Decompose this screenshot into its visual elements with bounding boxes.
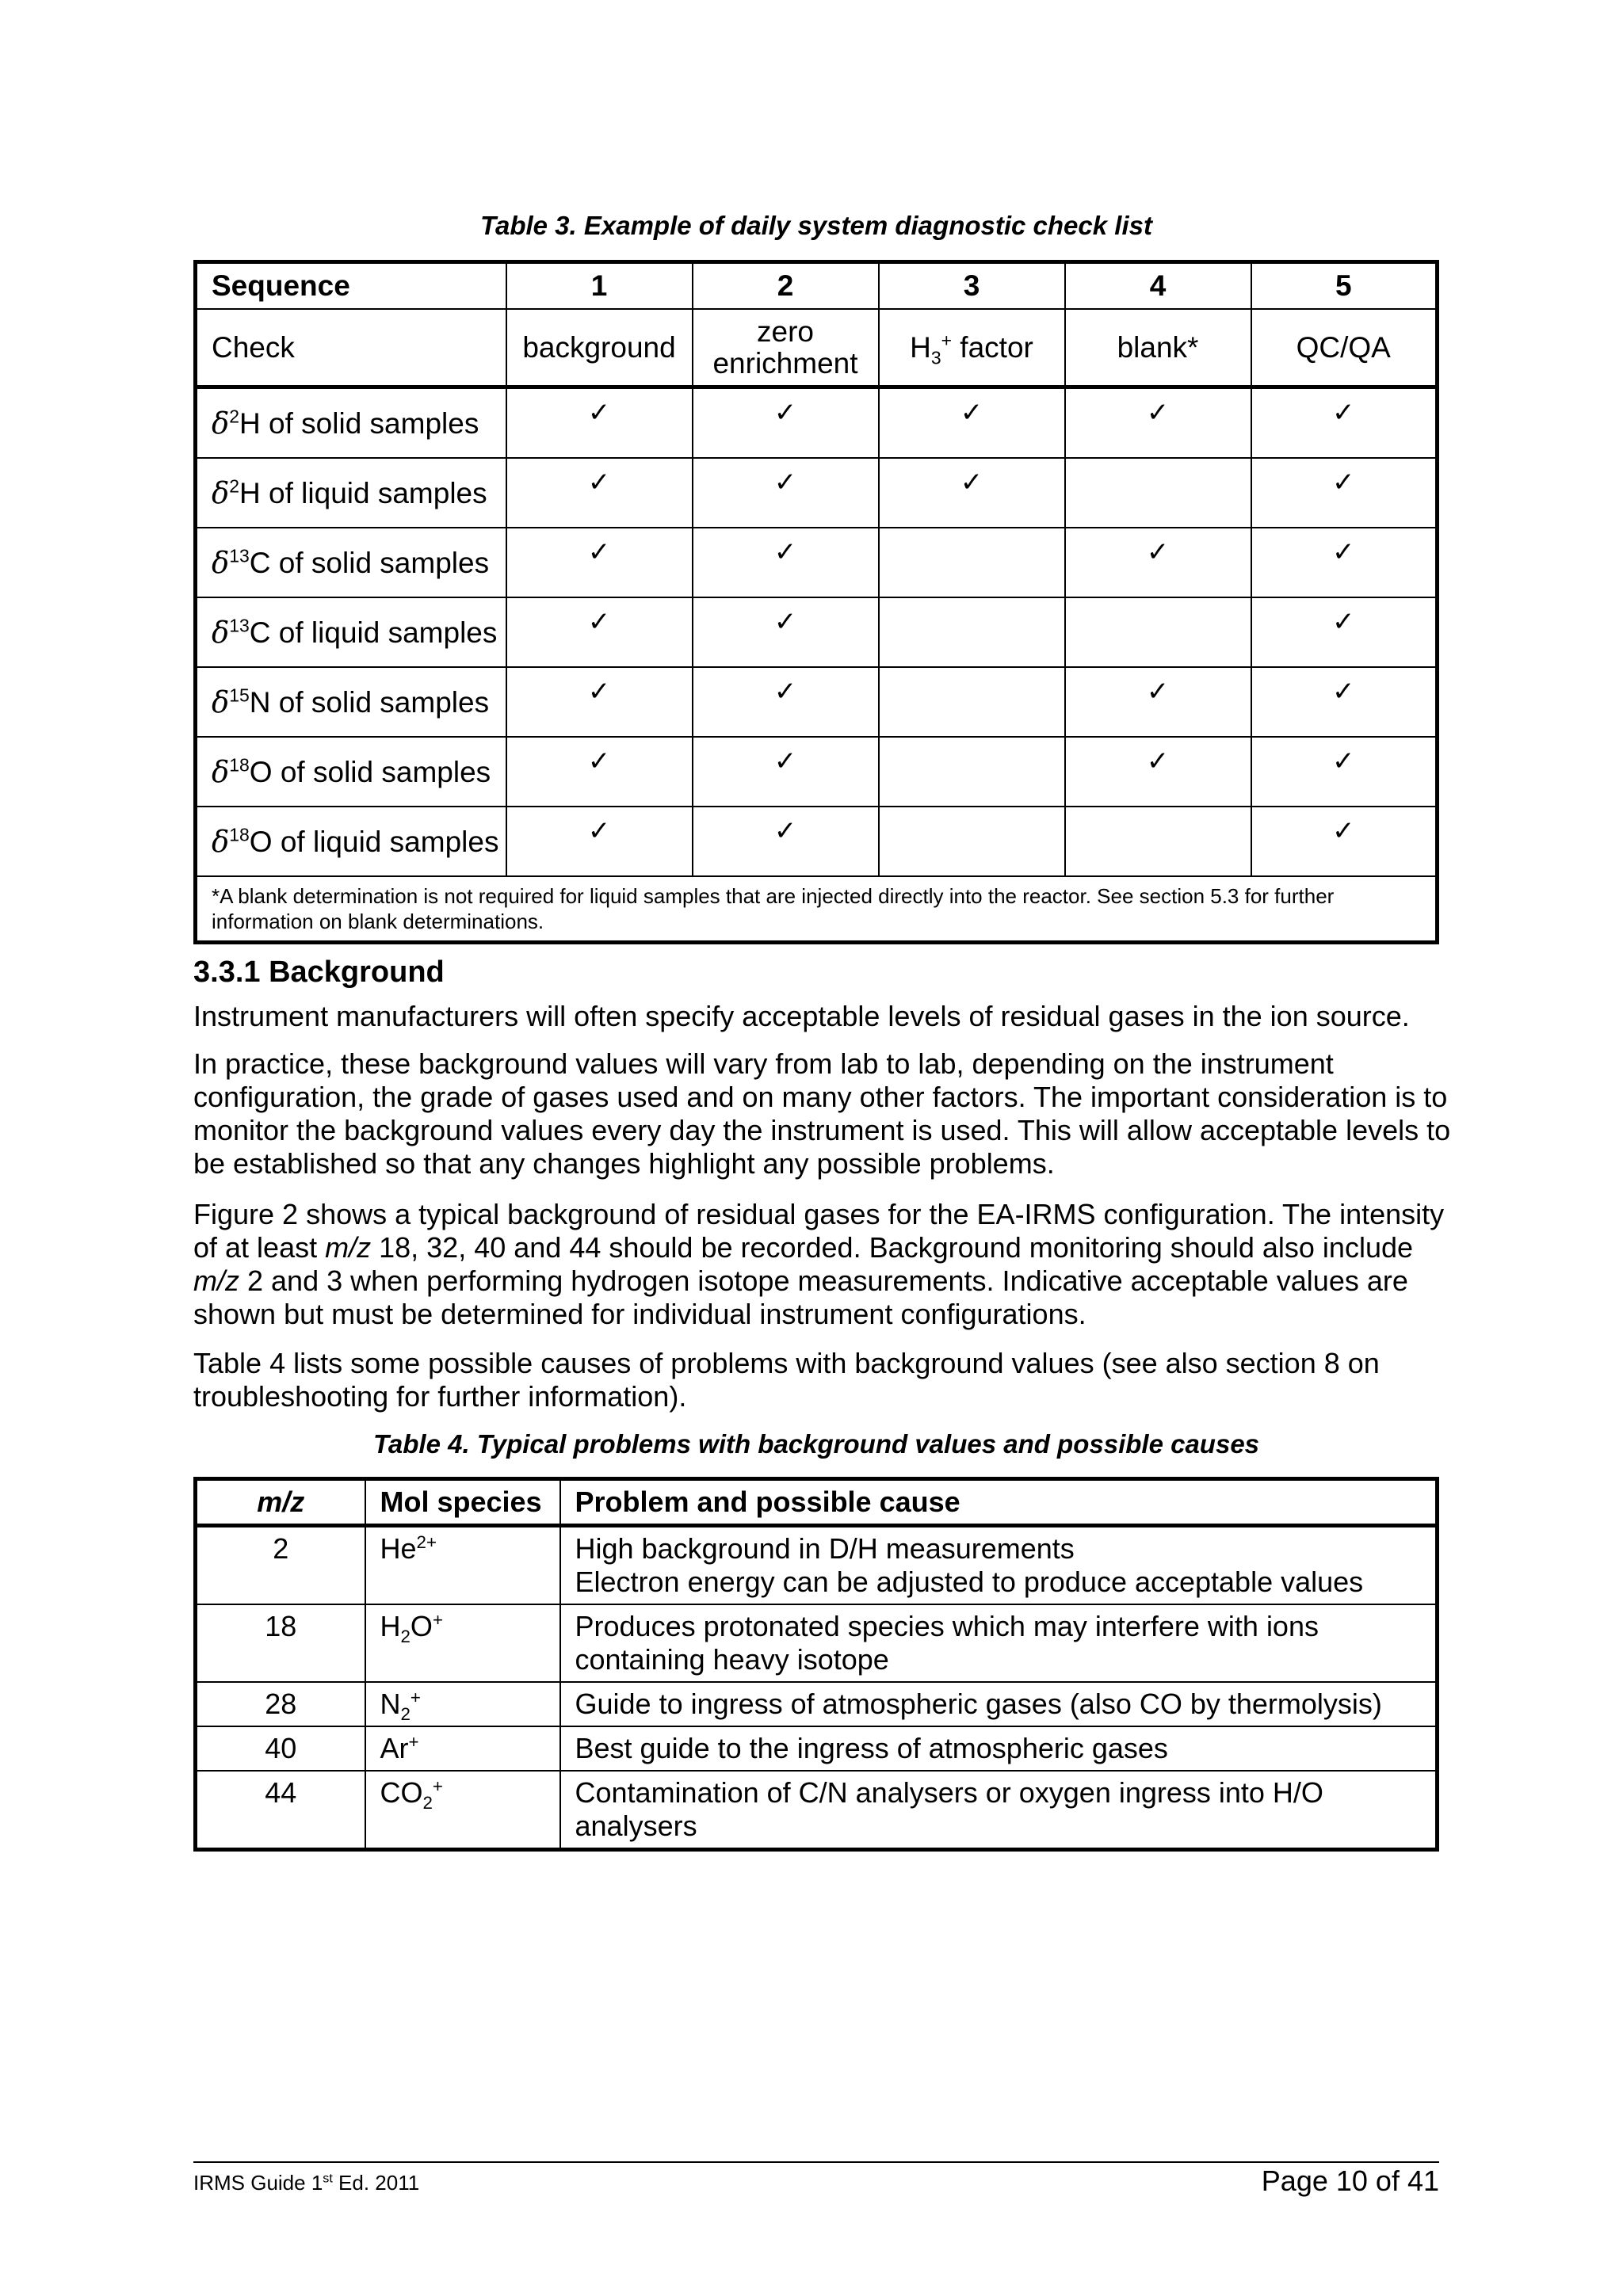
check-mark-icon: ✓ — [773, 537, 797, 567]
check-cell — [1251, 737, 1438, 807]
check-background: background — [506, 309, 693, 387]
sample-type: $\delta^{13}C$ of liquid samples — [196, 597, 506, 667]
check-mark-icon: ✓ — [960, 398, 983, 428]
check-zero-enrichment: zero enrichment — [693, 309, 879, 387]
mol-species: $H_2O^+$ — [365, 1604, 560, 1682]
check-mark-icon: ✓ — [587, 607, 611, 637]
sample-type: $\delta^2H$ of liquid samples — [196, 458, 506, 528]
check-mark-icon: ✓ — [773, 816, 797, 846]
check-cell — [506, 528, 693, 597]
check-cell — [506, 807, 693, 876]
table3-caption: Table 3. Example of daily system diagnostic check list — [480, 211, 1152, 240]
check-cell — [693, 807, 879, 876]
sample-type: $\delta^{18}O$ of liquid samples — [196, 807, 506, 876]
header-mz: m/z — [196, 1479, 365, 1526]
check-mark-icon: ✓ — [587, 467, 611, 498]
check-row — [196, 309, 1438, 387]
table3-row — [196, 528, 1438, 597]
paragraph-2: In practice, these background values will vary from lab to lab, depending on the instrument configuration, the grade of gases used and on many other factors. The important consideration is to monitor the background values every day the instrument is used. This will allow acceptable levels to be established so that any changes highlight any possible problems. — [193, 1047, 1451, 1180]
check-cell — [506, 458, 693, 528]
check-cell — [879, 597, 1065, 667]
check-mark-icon: ✓ — [1332, 398, 1355, 428]
check-mark-icon: ✓ — [1332, 467, 1355, 498]
check-cell — [1065, 458, 1251, 528]
mol-species: $N_2^+$ — [365, 1682, 560, 1726]
problem-cause: Produces protonated species which may interfere with ions containing heavy isotope — [560, 1604, 1438, 1682]
table3-row — [196, 737, 1438, 807]
check-mark-icon: ✓ — [1146, 537, 1170, 567]
check-cell — [1065, 737, 1251, 807]
check-cell — [1251, 458, 1438, 528]
check-cell — [879, 807, 1065, 876]
check-mark-icon: ✓ — [1332, 816, 1355, 846]
table3-row — [196, 387, 1438, 459]
check-cell — [693, 458, 879, 528]
sequence-1: 1 — [506, 262, 693, 310]
check-mark-icon: ✓ — [1332, 746, 1355, 776]
mz-value: 40 — [196, 1726, 365, 1771]
table3-row — [196, 597, 1438, 667]
check-mark-icon: ✓ — [1332, 677, 1355, 707]
check-mark-icon: ✓ — [587, 398, 611, 428]
table3-footnote-row — [196, 876, 1438, 943]
check-mark-icon: ✓ — [773, 607, 797, 637]
page-number: Page 10 of 41 — [1261, 2164, 1439, 2197]
check-label: Check — [196, 309, 506, 387]
check-cell — [1251, 387, 1438, 459]
sequence-row — [196, 262, 1438, 310]
check-mark-icon: ✓ — [773, 467, 797, 498]
table4-caption: Table 4. Typical problems with background values and possible causes — [372, 1429, 1260, 1459]
table4-header-row — [196, 1479, 1438, 1526]
check-mark-icon: ✓ — [773, 746, 797, 776]
footer-divider — [193, 2161, 1439, 2163]
mz-value: 2 — [196, 1526, 365, 1605]
check-mark-icon: ✓ — [587, 537, 611, 567]
check-cell — [1065, 807, 1251, 876]
check-cell — [1065, 387, 1251, 459]
footer-edition: IRMS Guide 1st Ed. 2011 — [193, 2171, 420, 2195]
table4-row — [196, 1771, 1438, 1850]
mol-species: $He^{2+}$ — [365, 1526, 560, 1605]
check-mark-icon: ✓ — [1332, 537, 1355, 567]
mol-species: Ar+ — [365, 1726, 560, 1771]
sequence-4: 4 — [1065, 262, 1251, 310]
sample-type: $\delta^2H$ of solid samples — [196, 387, 506, 459]
check-cell — [693, 737, 879, 807]
table3-row — [196, 458, 1438, 528]
check-blank: blank* — [1065, 309, 1251, 387]
diagnostic-check-table — [193, 260, 1439, 944]
check-mark-icon: ✓ — [960, 467, 983, 498]
sample-type: $\delta^{15}N$ of solid samples — [196, 667, 506, 737]
check-mark-icon: ✓ — [1146, 677, 1170, 707]
check-cell — [879, 667, 1065, 737]
check-cell — [693, 528, 879, 597]
problem-cause: Best guide to the ingress of atmospheric gases — [560, 1726, 1438, 1771]
table4-row — [196, 1604, 1438, 1682]
check-mark-icon: ✓ — [587, 677, 611, 707]
mz-value: 28 — [196, 1682, 365, 1726]
check-cell — [1065, 597, 1251, 667]
check-mark-icon: ✓ — [773, 398, 797, 428]
header-mol-species: Mol species — [365, 1479, 560, 1526]
paragraph-1: Instrument manufacturers will often specify acceptable levels of residual gases in the ion source. — [193, 1000, 1410, 1032]
sequence-2: 2 — [693, 262, 879, 310]
check-cell — [693, 387, 879, 459]
check-cell — [879, 737, 1065, 807]
check-cell — [879, 458, 1065, 528]
table4-row — [196, 1526, 1438, 1605]
header-problem: Problem and possible cause — [560, 1479, 1438, 1526]
check-qcqa: QC/QA — [1251, 309, 1438, 387]
problem-cause: High background in D/H measurements Electron energy can be adjusted to produce acceptable values — [560, 1526, 1438, 1605]
table3-footnote: *A blank determination is not required for liquid samples that are injected directly into the reactor. See section 5.3 for further information on blank determinations. — [196, 876, 1438, 943]
check-cell — [506, 387, 693, 459]
check-cell — [506, 597, 693, 667]
check-mark-icon: ✓ — [1146, 746, 1170, 776]
check-cell — [506, 667, 693, 737]
section-heading: 3.3.1 Background — [193, 955, 445, 989]
mol-species: $CO_2^+$ — [365, 1771, 560, 1850]
table4-row — [196, 1682, 1438, 1726]
background-problems-table — [193, 1477, 1439, 1852]
check-cell — [1065, 528, 1251, 597]
check-mark-icon: ✓ — [1146, 398, 1170, 428]
table3-row — [196, 807, 1438, 876]
check-cell — [693, 667, 879, 737]
problem-cause: Guide to ingress of atmospheric gases (also CO by thermolysis) — [560, 1682, 1438, 1726]
mz-value: 44 — [196, 1771, 365, 1850]
sequence-label: Sequence — [196, 262, 506, 310]
mz-value: 18 — [196, 1604, 365, 1682]
check-cell — [1251, 597, 1438, 667]
check-mark-icon: ✓ — [773, 677, 797, 707]
table4-row — [196, 1726, 1438, 1771]
sequence-3: 3 — [879, 262, 1065, 310]
check-mark-icon: ✓ — [1332, 607, 1355, 637]
paragraph-3: Figure 2 shows a typical background of residual gases for the EA-IRMS configuration. The intensity of at least m/z 18, 32, 40 and 44 should be recorded. Background monitoring should also include m/z 2 and 3 when performing hydrogen isotope measurements. Indicative acceptable values are shown but must be determined for individual instrument configurations. — [193, 1198, 1445, 1330]
paragraph-4: Table 4 lists some possible causes of problems with background values (see also section 8 on troubleshooting for further information). — [193, 1347, 1380, 1413]
check-cell — [879, 528, 1065, 597]
check-mark-icon: ✓ — [587, 816, 611, 846]
check-cell — [1251, 667, 1438, 737]
check-h3-factor: $H_3^+$ factor — [879, 309, 1065, 387]
check-cell — [1251, 528, 1438, 597]
sample-type: $\delta^{18}O$ of solid samples — [196, 737, 506, 807]
check-cell — [1251, 807, 1438, 876]
check-cell — [506, 737, 693, 807]
sequence-5: 5 — [1251, 262, 1438, 310]
check-cell — [693, 597, 879, 667]
check-mark-icon: ✓ — [587, 746, 611, 776]
check-cell — [879, 387, 1065, 459]
check-cell — [1065, 667, 1251, 737]
problem-cause: Contamination of C/N analysers or oxygen ingress into H/O analysers — [560, 1771, 1438, 1850]
table3-row — [196, 667, 1438, 737]
sample-type: $\delta^{13}C$ of solid samples — [196, 528, 506, 597]
